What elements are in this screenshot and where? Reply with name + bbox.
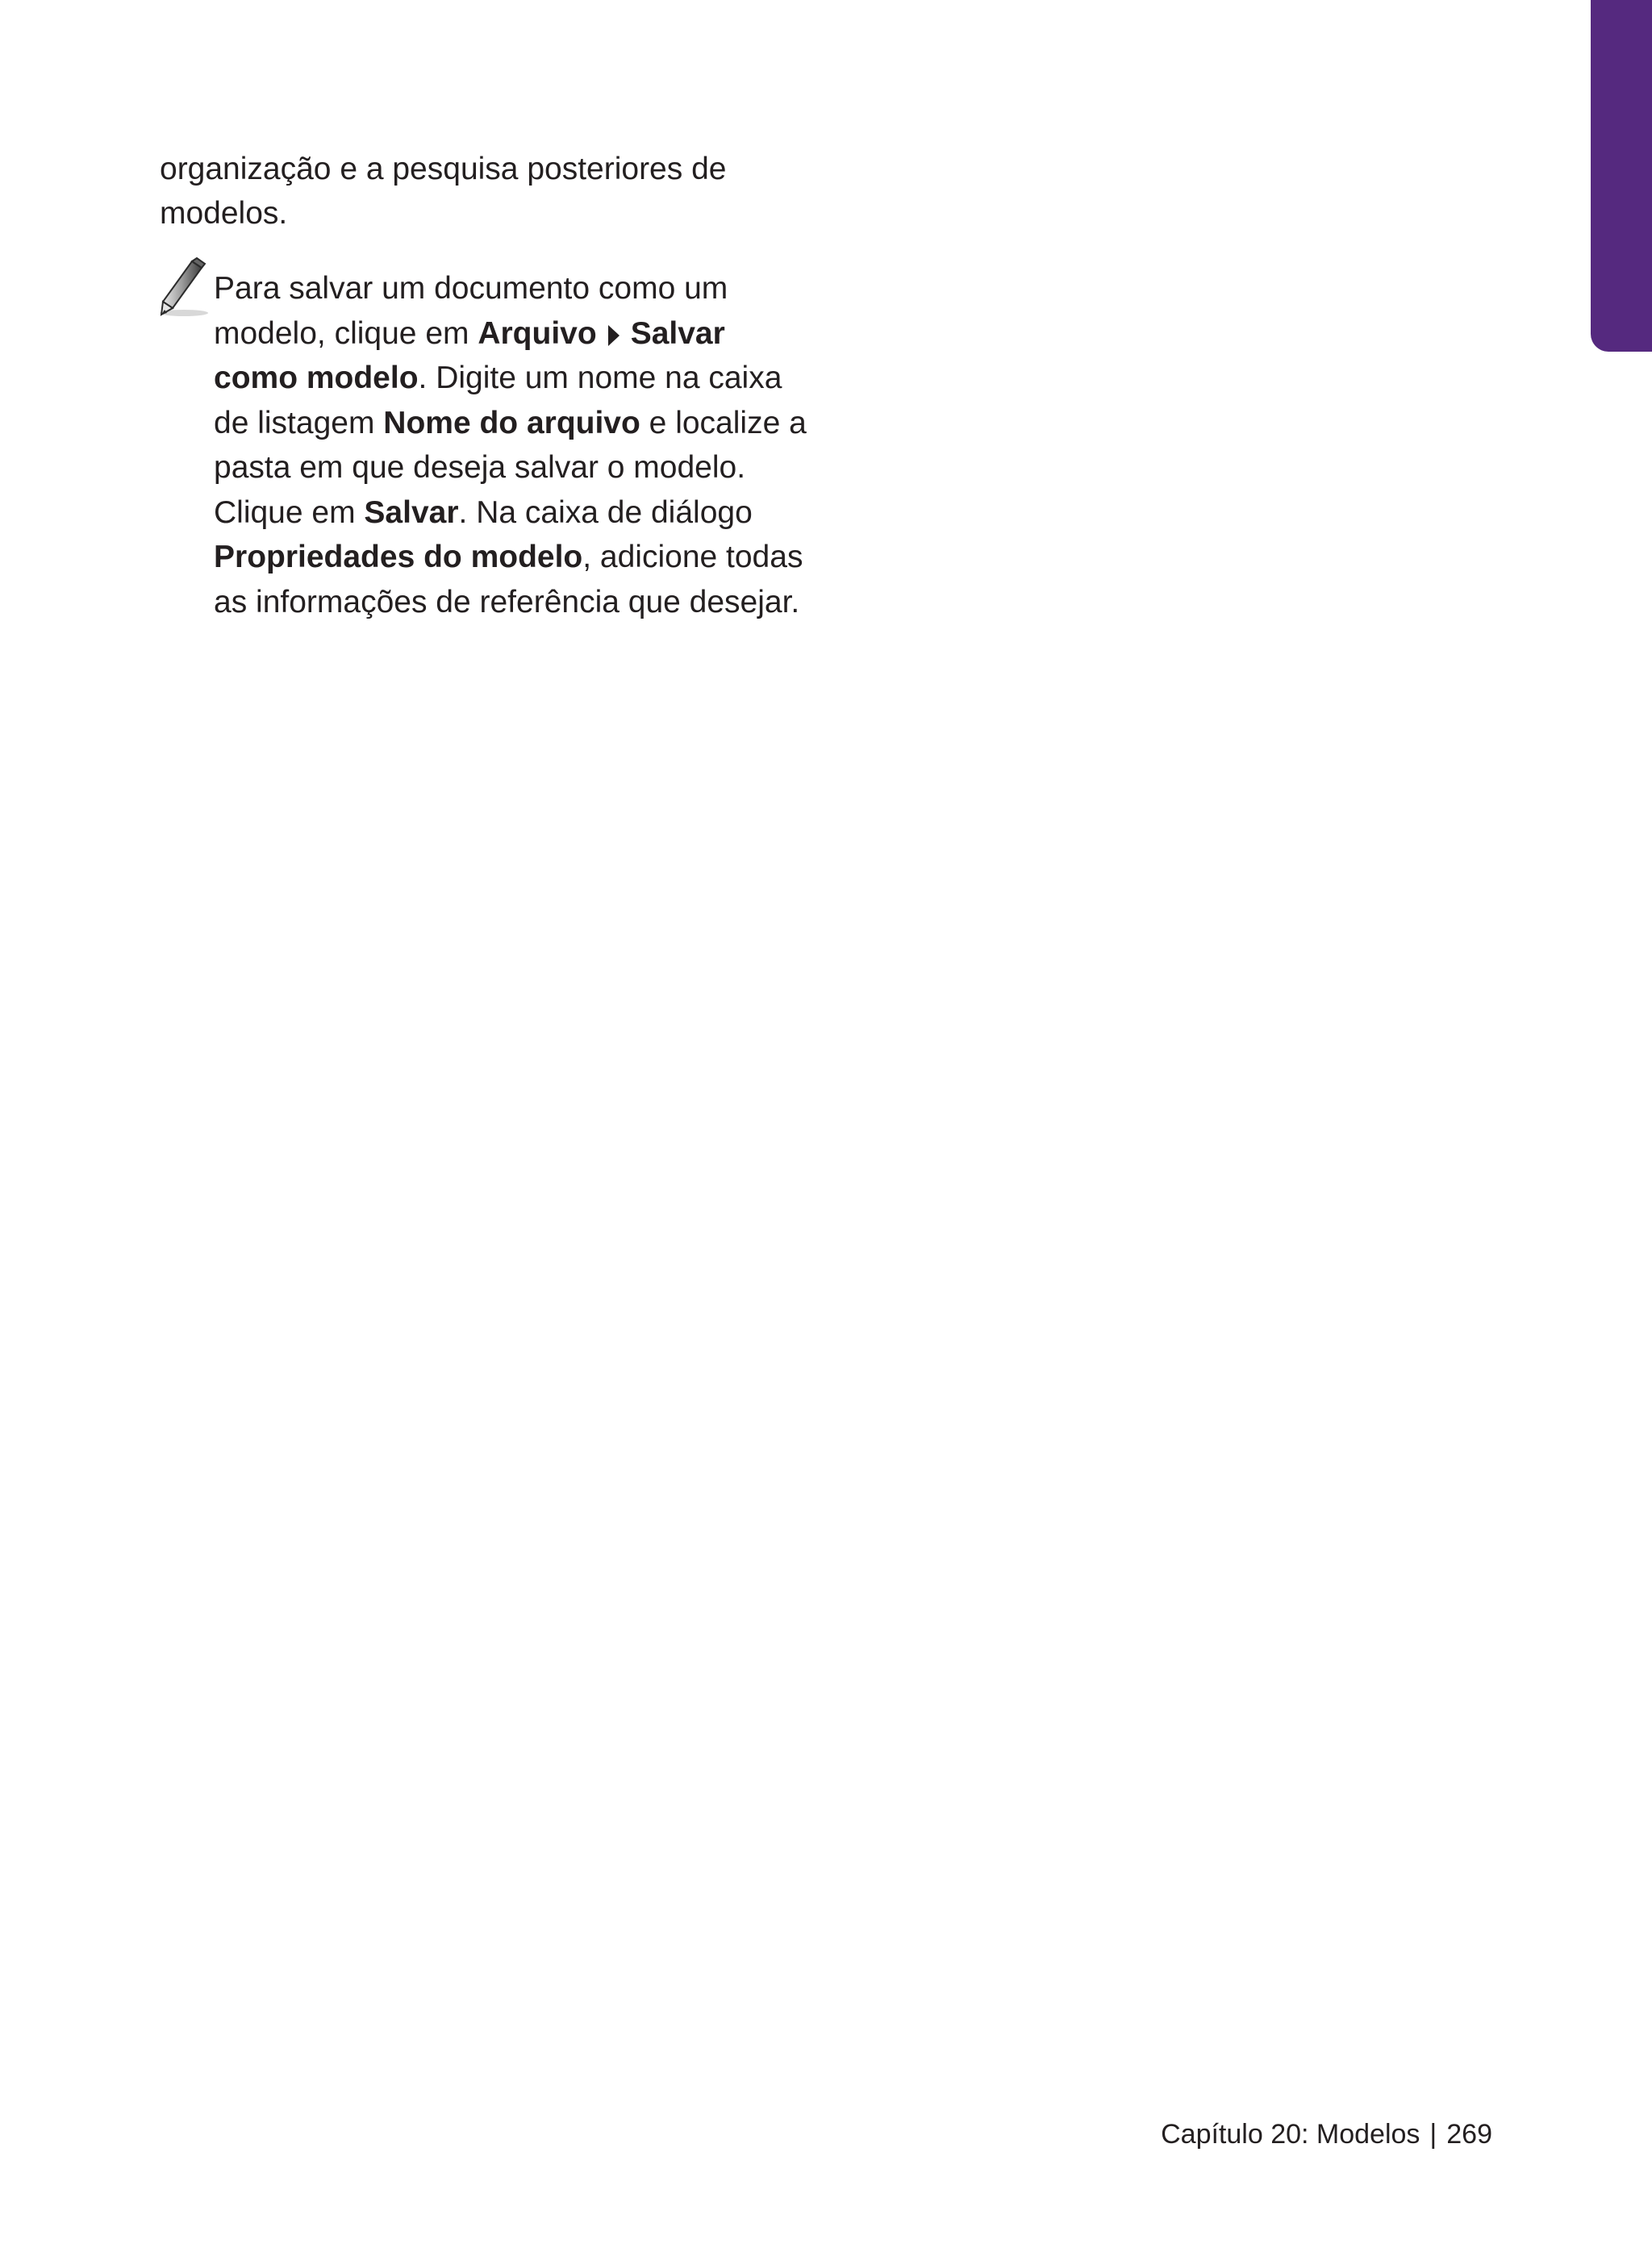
chapter-tab bbox=[1591, 0, 1652, 352]
field-nome-do-arquivo: Nome do arquivo bbox=[383, 405, 640, 440]
triangle-right-icon bbox=[608, 325, 620, 346]
pencil-icon bbox=[156, 256, 219, 321]
button-salvar: Salvar bbox=[364, 494, 459, 530]
footer-separator: | bbox=[1429, 2119, 1437, 2150]
menu-item-arquivo: Arquivo bbox=[478, 315, 597, 351]
page-number: 269 bbox=[1446, 2119, 1492, 2150]
dialog-propriedades-do-modelo: Propriedades do modelo bbox=[214, 540, 583, 574]
intro-paragraph: organização e a pesquisa posteriores de modelos. bbox=[160, 152, 727, 231]
page-footer bbox=[1161, 2115, 1492, 2154]
chapter-title: Capítulo 20: Modelos bbox=[1161, 2119, 1420, 2150]
note-paragraph: Para salvar um documento como um modelo, clique em Arquivo Salvar como modelo. Digite um nome na caixa de listagem Nome do arquivo e localize a pasta em que deseja salvar o modelo. Clique em Salvar. Na caixa de diálogo Propriedades do modelo, adicione todas as informações de referência que desejar. bbox=[214, 271, 807, 619]
menu-item-salvar-como-modelo: Salvar como modelo bbox=[214, 315, 725, 395]
